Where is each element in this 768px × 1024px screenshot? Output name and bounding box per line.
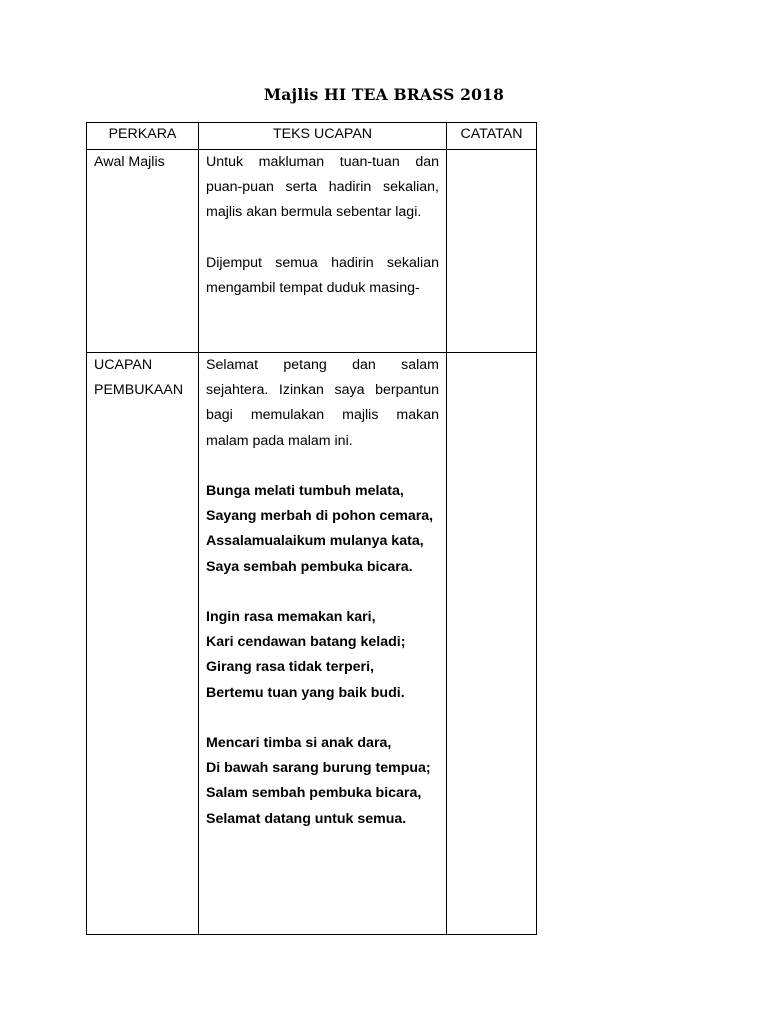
pantun-line: Mencari timba si anak dara, bbox=[206, 735, 392, 751]
pantun-line: Bertemu tuan yang baik budi. bbox=[206, 684, 405, 701]
pantun-stanza-1 bbox=[206, 479, 439, 580]
teks-ucapan-cell bbox=[199, 353, 447, 935]
perkara-cell: Awal Majlis bbox=[87, 150, 199, 353]
perkara-cell: UCAPAN PEMBUKAAN bbox=[87, 353, 199, 935]
speech-paragraph: Dijemput semua hadirin sekalian mengambil tempat duduk masing- bbox=[206, 254, 439, 296]
pantun-line: Saya sembah pembuka bicara. bbox=[206, 558, 413, 575]
pantun-stanza-3 bbox=[206, 731, 439, 832]
header-teks-ucapan: TEKS UCAPAN bbox=[199, 123, 447, 150]
pantun-line: Girang rasa tidak terperi, bbox=[206, 659, 374, 676]
header-perkara: PERKARA bbox=[87, 123, 199, 150]
pantun-line: Kari cendawan batang keladi; bbox=[206, 634, 406, 651]
document-title: Majlis HI TEA BRASS 2018 bbox=[263, 85, 505, 104]
table-row bbox=[87, 353, 537, 935]
pantun-stanza-2 bbox=[206, 605, 439, 706]
catatan-cell bbox=[447, 353, 537, 935]
catatan-cell bbox=[447, 150, 537, 353]
pantun-line: Bunga melati tumbuh melata, bbox=[206, 483, 404, 499]
pantun-line: Salam sembah pembuka bicara, bbox=[206, 785, 422, 802]
speech-paragraph: Selamat petang dan salam sejahtera. Izinkan saya berpantun bagi memulakan majlis makan malam pada malam ini. bbox=[206, 357, 439, 449]
script-table bbox=[86, 122, 537, 935]
pantun-line: Selamat datang untuk semua. bbox=[206, 810, 407, 827]
teks-ucapan-cell bbox=[199, 150, 447, 353]
table-row bbox=[87, 150, 537, 353]
pantun-line: Di bawah sarang burung tempua; bbox=[206, 760, 431, 777]
pantun-line: Assalamualaikum mulanya kata, bbox=[206, 533, 424, 550]
pantun-line: Sayang merbah di pohon cemara, bbox=[206, 508, 434, 525]
header-catatan: CATATAN bbox=[447, 123, 537, 150]
table-header-row bbox=[87, 123, 537, 150]
speech-paragraph: Untuk makluman tuan-tuan dan puan-puan serta hadirin sekalian, majlis akan bermula sebentar lagi. bbox=[206, 154, 439, 221]
pantun-line: Ingin rasa memakan kari, bbox=[206, 609, 376, 625]
